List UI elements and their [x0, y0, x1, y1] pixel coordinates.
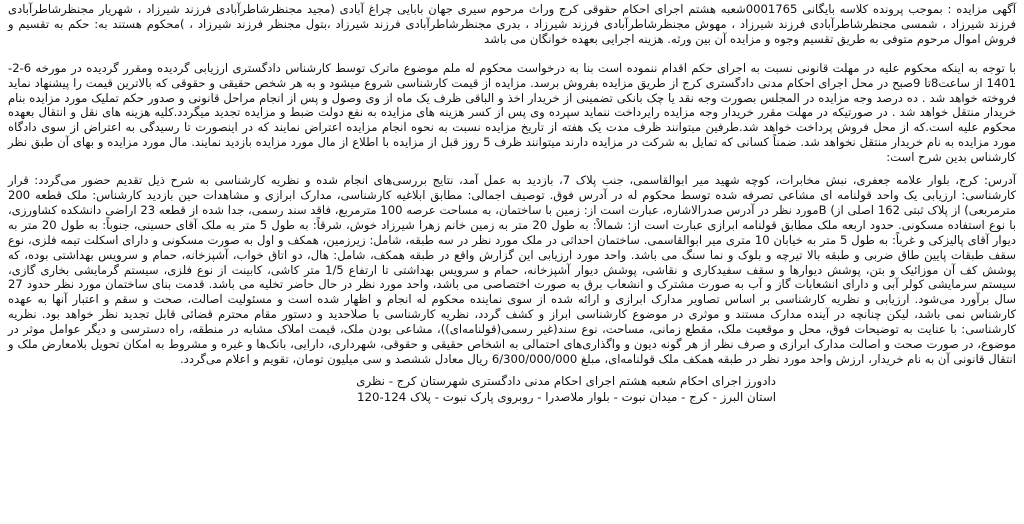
notice-footer [8, 373, 1016, 405]
footer-address: استان البرز - کرج - میدان نبوت - بلوار ملاصدرا - روبروی پارک نبوت - پلاک 124-120 [357, 389, 776, 404]
auction-terms-paragraph: با توجه به اینکه محکوم علیه در مهلت قانونی نسبت به اجرای حکم اقدام ننموده است بنا به درخواست محکوم له ملم موضوع ماترک توسط کارشناس دادگستری ارزیابی گردیده ومقرر گردیده در مورخه 6-2-1401 از ساعت8تا 9صبح در محل اجرای احکام مدنی دادگستری کرج از طریق مزایده بفروش برسد. مزایده از قیمت کارشناسی شروع میشود و به هر شخص حقیقی و حقوقی که بالاترین قیمت را پیشنهاد نماید فروخته خواهد شد . ده درصد وجه مزایده در المجلس بصورت وجه نقد یا چک بانکی تضمینی از خریدار اخذ و الباقی ظرف یک ماه از وی وصول و پس از انجام مراحل قانونی و صدور حکم تملیک مورد مزایده بنام خریدار منتقل خواهد شد . در صورتیکه در مهلت مقرر خریدار وجه مزایده رایرداخت ننماید سپرده وی پس از کسر هزینه های مزایده به نفع دولت ضبط و مزایده تجدید میگردد.کلیه هزینه های نقل و انتقال بعهده محکوم علیه است.که از محل فروش پرداخت خواهد شد.طرفین میتوانند ظرف مدت یک هفته از تاریخ مزایده نسبت به نحوه انجام مزایده اعتراض نمایند که در اینصورت تا رسیدگی به اعتراض از سوی دادگاه مورد مزایده به نام خریدار منتقل نخواهد شد. ضمناً کسانی که تمایل به شرکت در مزایده دارند میتوانند ظرف 5 روز قبل از مزایده با اطلاع از مال مورد مزایده بازدید نمایند. مال مورد مزایده و بهای آن طبق نظر کارشناس بدین شرح است: [8, 60, 1016, 165]
notice-title-paragraph: آگهی مزایده : بموجب پرونده کلاسه بایگانی 0001765شعبه هشتم اجرای احکام حقوقی کرج وراث مرحوم سیری جهان بابایی چراغ آبادی (مجید مجنظرشاطرآبادی فرزند شیرزاد ، شهریار مجنظرشاطرآبادی فرزند شیرزاد ، شمسی مجنظرشاطرآبادی فرزند شیرزاد ، مهوش مجنظرشاطرآبادی فرزند شیرزاد ، بدری مجنظرشاطرآبادی فرزند شیرزاد ،بتول مجنظر فرزند شیرزاد ، )محکوم هستند به: حکم به تقسیم و فروش اموال مرحوم متوفی به طریق تقسیم وجوه و مزایده آن بین ورثه. هزینه اجرایی بعهده خوانگان می باشد [8, 2, 1016, 46]
footer-signatory: دادورز اجرای احکام شعبه هشتم اجرای احکام مدنی دادگستری شهرستان کرج - نظری [356, 373, 776, 388]
property-description-paragraph: آدرس: کرج، بلوار علامه جعفری، نبش مخابرات، کوچه شهید میر ابوالقاسمی، جنب پلاک 7، بازدید به عمل آمد، نتایج بررسی‌های انجام شده و نظریه کارشناسی به شرح ذیل تقدیم حضور می‌گردد: قرار کارشناسی: ارزیابی یک واحد قولنامه ای مشاعی تصرفه شده توسط محکوم له در آدرس فوق. توصیف اجمالی: مطابق ابلاغیه کارشناسی، مدارک ابرازی و مشاهدات حین بازدید کارشناس: ملک قطعه 200 مترمربعی) از پلاک ثبتی 162 اصلی از) Bمورد نظر در آدرس صدرالاشاره، عبارت است از: زمین با ساختمان، به مساحت عرصه 100 مترمربع، فاقد سند رسمی، جدا شده از قطعه 23 اراضی دانشکده کشاورزی، با نوع استفاده مسکونی. حدود اربعه ملک مطابق قولنامه ابرازی عبارت است از: شمالاً: به طول 20 متر به زمین خانم زهرا شیرزاد خوش، شرقاً: به طول 5 متر به ملک آقای حسینی، جنوباً: به طول 20 متر به دیوار آقای پالیزکی و غرباً: به طول 5 متر به خیابان 10 متری میر ابوالقاسمی. ساختمان احداثی در ملک مورد نظر در سه طبقه، شامل: زیرزمین، همکف و اول به صورت مسکونی و دارای اسکلت تیمه فلزی، نوع سقف طبقات پایین طاق ضربی و طبقه بالا تیرچه و بلوک و نما سنگ می باشد. واحد مورد ارزیابی این گزارش واقع در طبقه همکف، شامل: هال، دو اتاق خواب، آشپزخانه، حمام و سرویس بهداشتی بوده، که پوشش کف آن موزائیک و بتن، پوشش دیوارها و سقف سفیدکاری و نقاشی، پوشش دیوار آشپزخانه، حمام و سرویس بهداشتی تا ارتفاع 1/5 متر کاشی، کابینت از نوع فلزی، سیستم گرمایشی بخاری گازی، سیستم سرمایشی کولر آبی و دارای انشعابات گاز و آب به صورت مشترک و انشعاب برق به صورت اختصاصی می باشد، واحد مورد نظر در حال حاضر تخلیه می باشد. قدمت بنای ساختمان مورد نظر حدود 27 سال برآورد می‌شود. ارزیابی و نظریه کارشناسی بر اساس تصاویر مدارک ابرازی و ارائه شده از سوی نماینده محکوم له انجام و اظهار شده است و مسئولیت اصالت، صحت و سقم و اعتبار آنها به عهده کارشناس نمی باشد، لیکن چنانچه در آینده مدارک مستند و موثری در موضوع کارشناسی ابراز و کشف گردد، نظریه کارشناسی با صلاحدید و دستور مقام محترم قضائی قابل تجدید نظر خواهد بود. نظریه کارشناسی: با عنایت به توضیحات فوق، محل و موقعیت ملک، مقطع زمانی، مساحت، نوع سند(غیر رسمی(قولنامه‌ای))، مشاعی بودن ملک، قیمت املاک مشابه در منطقه، راه دسترسی و دیگر عوامل موثر در موضوع، در صورت صحت و اصالت مدارک ابرازی و صرف نظر از هر گونه دیون و واگذاری‌های احتمالی به اشخاص حقیقی و حقوقی، شهرداری، دارایی، بانک‌ها و غیره و مشروط به امکان تحویل بلامعارض ملک و انتقال قانونی آن به نام خریدار، ارزش واحد مورد نظر در طبقه همکف ملک قولنامه‌ای، مبلغ 6/300/000/000 ریال معادل ششصد و سی میلیون تومان، تقویم و اعلام می‌گردد. [8, 173, 1017, 366]
